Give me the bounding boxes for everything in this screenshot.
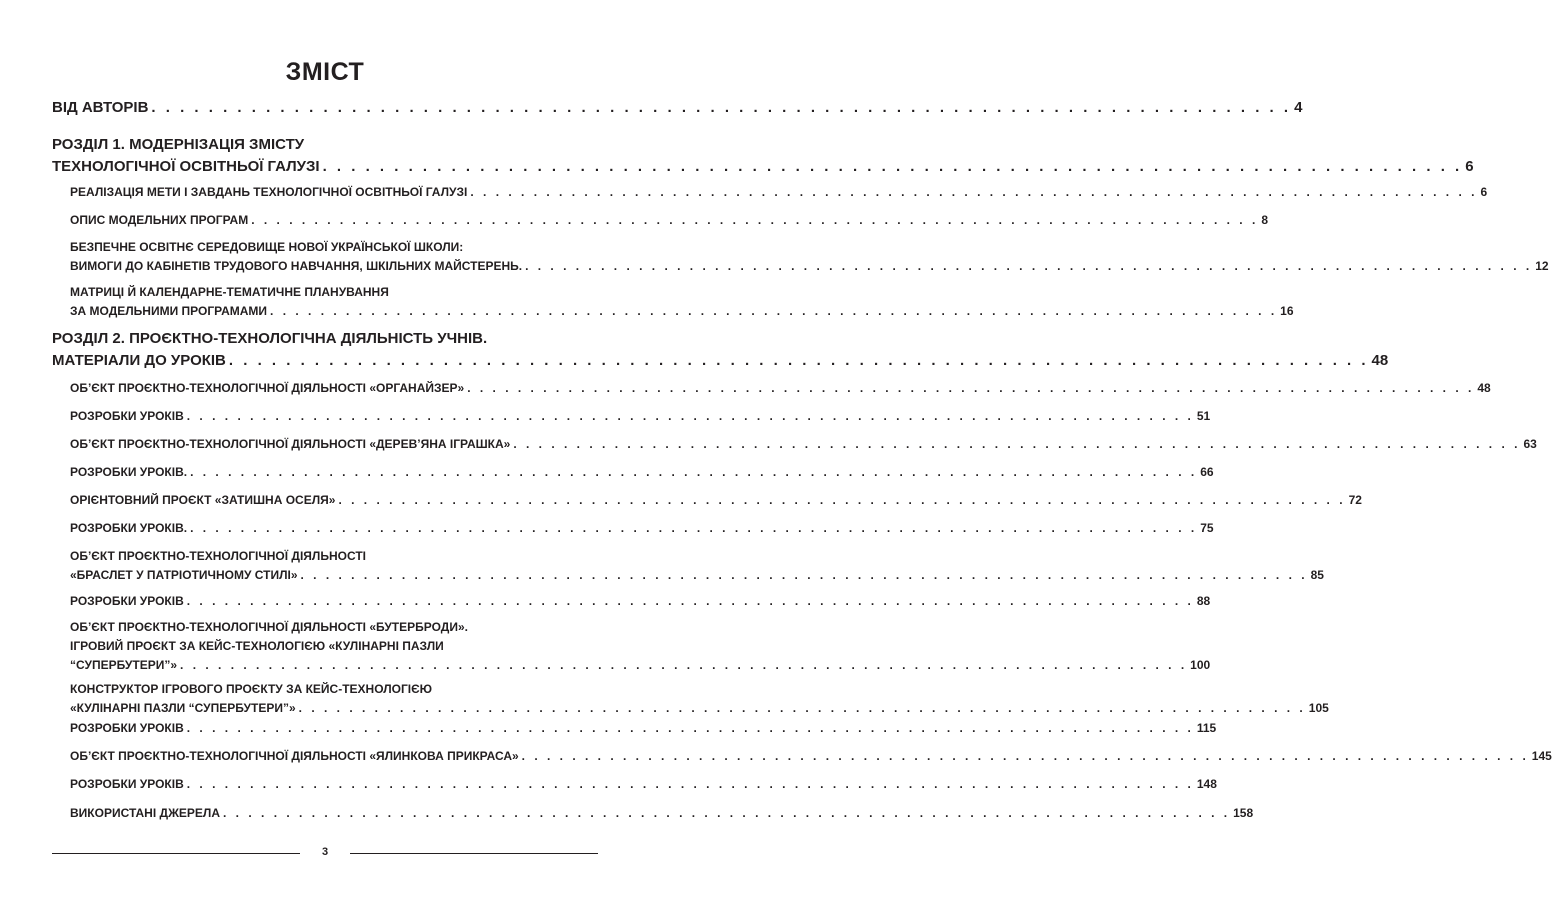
toc-page-number: 145 <box>1531 749 1552 763</box>
toc-page-number: 6 <box>1465 158 1474 175</box>
toc-entry-title: РЕАЛІЗАЦІЯ МЕТИ І ЗАВДАНЬ ТЕХНОЛОГІЧНОЇ ОСВІТНЬОЇ ГАЛУЗІ <box>70 185 468 199</box>
toc-entry-title: ВІД АВТОРІВ <box>52 99 149 116</box>
toc-page-number: 48 <box>1477 381 1491 395</box>
toc-entry-title: ІГРОВИЙ ПРОЄКТ ЗА КЕЙС-ТЕХНОЛОГІЄЮ «КУЛІНАРНІ ПАЗЛИ <box>70 639 444 653</box>
toc-entry[interactable] <box>70 775 1217 794</box>
toc-entry-line <box>52 328 582 350</box>
toc-leader-dots: . . . . . . . . . . . . . . . . . . . . . . . . . . . . . . . . . . . . . . . . . . . . . . . . . . . . . . . . . . . . . . . . . . . . . . . . . . . . . . . . <box>190 465 1198 479</box>
toc-leader-dots: . . . . . . . . . . . . . . . . . . . . . . . . . . . . . . . . . . . . . . . . . . . . . . . . . . . . . . . . . . . . . . . . . . . . . . . . . . . . . . . . <box>470 185 1478 199</box>
toc-entry[interactable] <box>70 283 1294 321</box>
toc-page-number: 12 <box>1535 259 1549 273</box>
toc-entry-title: ТЕХНОЛОГІЧНОЇ ОСВІТНЬОЇ ГАЛУЗІ <box>52 158 320 175</box>
toc-page-number: 85 <box>1310 568 1324 582</box>
toc-page-number: 158 <box>1233 806 1254 820</box>
toc-entry-line <box>70 302 1294 321</box>
toc-entry-title: ОБ’ЄКТ ПРОЄКТНО-ТЕХНОЛОГІЧНОЇ ДІЯЛЬНОСТІ «ОРГАНАЙЗЕР» <box>70 381 465 395</box>
footer-rule-right <box>350 853 598 854</box>
toc-entry-line <box>70 183 1488 202</box>
toc-entry[interactable] <box>70 680 1329 718</box>
toc-entry-line <box>70 699 1329 718</box>
toc-entry-title: РОЗДІЛ 2. ПРОЄКТНО-ТЕХНОЛОГІЧНА ДІЯЛЬНІСТЬ УЧНІВ. <box>52 330 488 347</box>
toc-entry-title: ОБ’ЄКТ ПРОЄКТНО-ТЕХНОЛОГІЧНОЇ ДІЯЛЬНОСТІ «ЯЛИНКОВА ПРИКРАСА» <box>70 749 519 763</box>
toc-entry[interactable] <box>70 435 1537 454</box>
toc-leader-dots: . . . . . . . . . . . . . . . . . . . . . . . . . . . . . . . . . . . . . . . . . . . . . . . . . . . . . . . . . . . . . . . . . . . . . . . . . . . . . . . . <box>190 521 1198 535</box>
toc-entry-title: ОБ’ЄКТ ПРОЄКТНО-ТЕХНОЛОГІЧНОЇ ДІЯЛЬНОСТІ «ДЕРЕВ’ЯНА ІГРАШКА» <box>70 437 511 451</box>
toc-page-number: 16 <box>1280 304 1294 318</box>
toc-page-number: 4 <box>1294 99 1303 116</box>
toc-entry-title: РОЗДІЛ 1. МОДЕРНІЗАЦІЯ ЗМІСТУ <box>52 136 305 153</box>
toc-leader-dots: . . . . . . . . . . . . . . . . . . . . . . . . . . . . . . . . . . . . . . . . . . . . . . . . . . . . . . . . . . . . . . . . . . . . . . . . . . . . . . . . <box>300 568 1308 582</box>
toc-entry-title: РОЗРОБКИ УРОКІВ <box>70 721 184 735</box>
toc-entry-line <box>70 407 1211 426</box>
toc-entry[interactable] <box>70 804 1254 823</box>
toc-entry[interactable] <box>70 618 1211 675</box>
toc-page-number: 88 <box>1196 594 1211 608</box>
toc-entry[interactable] <box>52 328 1389 372</box>
toc-entry[interactable] <box>70 183 1488 202</box>
toc-page-number: 8 <box>1261 213 1268 227</box>
toc-entry-line <box>52 350 1389 372</box>
toc-entry-title: ОРІЄНТОВНИЙ ПРОЄКТ «ЗАТИШНА ОСЕЛЯ» <box>70 493 336 507</box>
toc-entry-title: ОБ’ЄКТ ПРОЄКТНО-ТЕХНОЛОГІЧНОЇ ДІЯЛЬНОСТІ «БУТЕРБРОДИ». <box>70 620 468 634</box>
toc-page-number: 115 <box>1196 721 1217 735</box>
toc-entry-line <box>52 97 1303 119</box>
toc-entry-line <box>70 491 1362 510</box>
toc-entry-line <box>70 775 1217 794</box>
toc-entry[interactable] <box>70 547 1324 585</box>
toc-entry[interactable] <box>70 719 1217 738</box>
toc-entry[interactable] <box>52 134 1474 178</box>
toc-entry-title: ОБ’ЄКТ ПРОЄКТНО-ТЕХНОЛОГІЧНОЇ ДІЯЛЬНОСТІ <box>70 549 366 563</box>
toc-entry-line <box>70 618 582 637</box>
toc-page-number: 63 <box>1523 437 1537 451</box>
toc-entry-line <box>70 656 1211 675</box>
toc-leader-dots: . . . . . . . . . . . . . . . . . . . . . . . . . . . . . . . . . . . . . . . . . . . . . . . . . . . . . . . . . . . . . . . . . . . . . . . . . . . . . . . . <box>151 99 1292 116</box>
toc-leader-dots: . . . . . . . . . . . . . . . . . . . . . . . . . . . . . . . . . . . . . . . . . . . . . . . . . . . . . . . . . . . . . . . . . . . . . . . . . . . . . . . . <box>467 381 1475 395</box>
toc-entry-line <box>70 804 1254 823</box>
toc-entry-line <box>70 637 582 656</box>
toc-entry[interactable] <box>70 519 1214 538</box>
toc-entry-title: «БРАСЛЕТ У ПАТРІОТИЧНОМУ СТИЛІ» <box>70 568 298 582</box>
toc-entry-line <box>70 463 1214 482</box>
toc-leader-dots: . . . . . . . . . . . . . . . . . . . . . . . . . . . . . . . . . . . . . . . . . . . . . . . . . . . . . . . . . . . . . . . . . . . . . . . . . . . . . . . . <box>338 493 1346 507</box>
toc-leader-dots: . . . . . . . . . . . . . . . . . . . . . . . . . . . . . . . . . . . . . . . . . . . . . . . . . . . . . . . . . . . . . . . . . . . . . . . . . . . . . . . . <box>186 594 1194 608</box>
toc-entry-title: МАТРИЦІ Й КАЛЕНДАРНЕ-ТЕМАТИЧНЕ ПЛАНУВАННЯ <box>70 285 389 299</box>
toc-entry-title: РОЗРОБКИ УРОКІВ. <box>70 521 188 535</box>
toc-entry-line <box>70 257 1549 276</box>
toc-entry-title: “СУПЕРБУТЕРИ”» <box>70 658 178 672</box>
toc-entry-line <box>70 211 1268 230</box>
toc-leader-dots: . . . . . . . . . . . . . . . . . . . . . . . . . . . . . . . . . . . . . . . . . . . . . . . . . . . . . . . . . . . . . . . . . . . . . . . . . . . . . . . . <box>525 259 1533 273</box>
toc-entry-line <box>70 379 1491 398</box>
toc-entry[interactable] <box>70 491 1362 510</box>
toc-page-number: 51 <box>1196 409 1211 423</box>
toc-entry-line <box>70 719 1217 738</box>
page-number: 3 <box>321 846 329 858</box>
toc-page-number: 148 <box>1196 777 1217 791</box>
toc-entry-title: БЕЗПЕЧНЕ ОСВІТНЄ СЕРЕДОВИЩЕ НОВОЇ УКРАЇНСЬКОЇ ШКОЛИ: <box>70 240 464 254</box>
toc-entry-title: РОЗРОБКИ УРОКІВ. <box>70 465 188 479</box>
toc-leader-dots: . . . . . . . . . . . . . . . . . . . . . . . . . . . . . . . . . . . . . . . . . . . . . . . . . . . . . . . . . . . . . . . . . . . . . . . . . . . . . . . . <box>223 806 1231 820</box>
toc-page-number: 48 <box>1371 352 1389 369</box>
toc-entry-title: «КУЛІНАРНІ ПАЗЛИ “СУПЕРБУТЕРИ”» <box>70 701 296 715</box>
toc-entry-title: ВИМОГИ ДО КАБІНЕТІВ ТРУДОВОГО НАВЧАННЯ, ШКІЛЬНИХ МАЙСТЕРЕНЬ. <box>70 259 523 273</box>
toc-entry-title: ЗА МОДЕЛЬНИМИ ПРОГРАМАМИ <box>70 304 268 318</box>
toc-entry-title: РОЗРОБКИ УРОКІВ <box>70 594 184 608</box>
toc-entry-line <box>70 566 1324 585</box>
toc-entry-line <box>70 680 582 699</box>
toc-leader-dots: . . . . . . . . . . . . . . . . . . . . . . . . . . . . . . . . . . . . . . . . . . . . . . . . . . . . . . . . . . . . . . . . . . . . . . . . . . . . . . . . <box>298 701 1306 715</box>
toc-entry[interactable] <box>70 592 1211 611</box>
toc-page-number: 6 <box>1480 185 1488 199</box>
toc-leader-dots: . . . . . . . . . . . . . . . . . . . . . . . . . . . . . . . . . . . . . . . . . . . . . . . . . . . . . . . . . . . . . . . . . . . . . . . . . . . . . . . . <box>251 213 1259 227</box>
toc-leader-dots: . . . . . . . . . . . . . . . . . . . . . . . . . . . . . . . . . . . . . . . . . . . . . . . . . . . . . . . . . . . . . . . . . . . . . . . . . . . . . . . . <box>180 658 1188 672</box>
toc-entry-line <box>70 435 1537 454</box>
toc-entry-line <box>70 747 1552 766</box>
toc-entry[interactable] <box>70 211 1268 230</box>
toc-page-number: 100 <box>1190 658 1211 672</box>
toc-entry[interactable] <box>52 97 1303 119</box>
toc-entry-title: КОНСТРУКТОР ІГРОВОГО ПРОЄКТУ ЗА КЕЙС-ТЕХНОЛОГІЄЮ <box>70 682 433 696</box>
toc-entry-line <box>70 592 1211 611</box>
toc-entry[interactable] <box>70 463 1214 482</box>
toc-page-number: 105 <box>1308 701 1329 715</box>
toc-entry-line <box>70 547 582 566</box>
toc-entry-line <box>52 134 582 156</box>
toc-leader-dots: . . . . . . . . . . . . . . . . . . . . . . . . . . . . . . . . . . . . . . . . . . . . . . . . . . . . . . . . . . . . . . . . . . . . . . . . . . . . . . . . <box>228 352 1369 369</box>
toc-entry-title: РОЗРОБКИ УРОКІВ <box>70 777 184 791</box>
toc-leader-dots: . . . . . . . . . . . . . . . . . . . . . . . . . . . . . . . . . . . . . . . . . . . . . . . . . . . . . . . . . . . . . . . . . . . . . . . . . . . . . . . . <box>186 721 1194 735</box>
toc-leader-dots: . . . . . . . . . . . . . . . . . . . . . . . . . . . . . . . . . . . . . . . . . . . . . . . . . . . . . . . . . . . . . . . . . . . . . . . . . . . . . . . . <box>186 409 1194 423</box>
page-footer <box>52 848 598 860</box>
toc-entry-title: МАТЕРІАЛИ ДО УРОКІВ <box>52 352 226 369</box>
toc-entry[interactable] <box>70 747 1552 766</box>
toc-entry[interactable] <box>70 379 1491 398</box>
toc-entry-line <box>70 238 582 257</box>
toc-entry[interactable] <box>70 238 1549 276</box>
toc-entry[interactable] <box>70 407 1211 426</box>
toc-leader-dots: . . . . . . . . . . . . . . . . . . . . . . . . . . . . . . . . . . . . . . . . . . . . . . . . . . . . . . . . . . . . . . . . . . . . . . . . . . . . . . . . <box>270 304 1278 318</box>
toc-leader-dots: . . . . . . . . . . . . . . . . . . . . . . . . . . . . . . . . . . . . . . . . . . . . . . . . . . . . . . . . . . . . . . . . . . . . . . . . . . . . . . . . <box>521 749 1529 763</box>
toc-leader-dots: . . . . . . . . . . . . . . . . . . . . . . . . . . . . . . . . . . . . . . . . . . . . . . . . . . . . . . . . . . . . . . . . . . . . . . . . . . . . . . . . <box>322 158 1463 175</box>
toc-page-number: 66 <box>1200 465 1214 479</box>
toc-leader-dots: . . . . . . . . . . . . . . . . . . . . . . . . . . . . . . . . . . . . . . . . . . . . . . . . . . . . . . . . . . . . . . . . . . . . . . . . . . . . . . . . <box>186 777 1194 791</box>
toc-entry-title: ОПИС МОДЕЛЬНИХ ПРОГРАМ <box>70 213 249 227</box>
toc-page-number: 72 <box>1348 493 1362 507</box>
toc-entry-line <box>70 519 1214 538</box>
page-title: ЗМІСТ <box>285 58 365 86</box>
toc-entry-title: ВИКОРИСТАНІ ДЖЕРЕЛА <box>70 806 221 820</box>
toc-entry-line <box>70 283 582 302</box>
toc-leader-dots: . . . . . . . . . . . . . . . . . . . . . . . . . . . . . . . . . . . . . . . . . . . . . . . . . . . . . . . . . . . . . . . . . . . . . . . . . . . . . . . . <box>513 437 1521 451</box>
toc-entry-line <box>52 156 1474 178</box>
toc-page-number: 75 <box>1200 521 1214 535</box>
toc-entry-title: РОЗРОБКИ УРОКІВ <box>70 409 184 423</box>
